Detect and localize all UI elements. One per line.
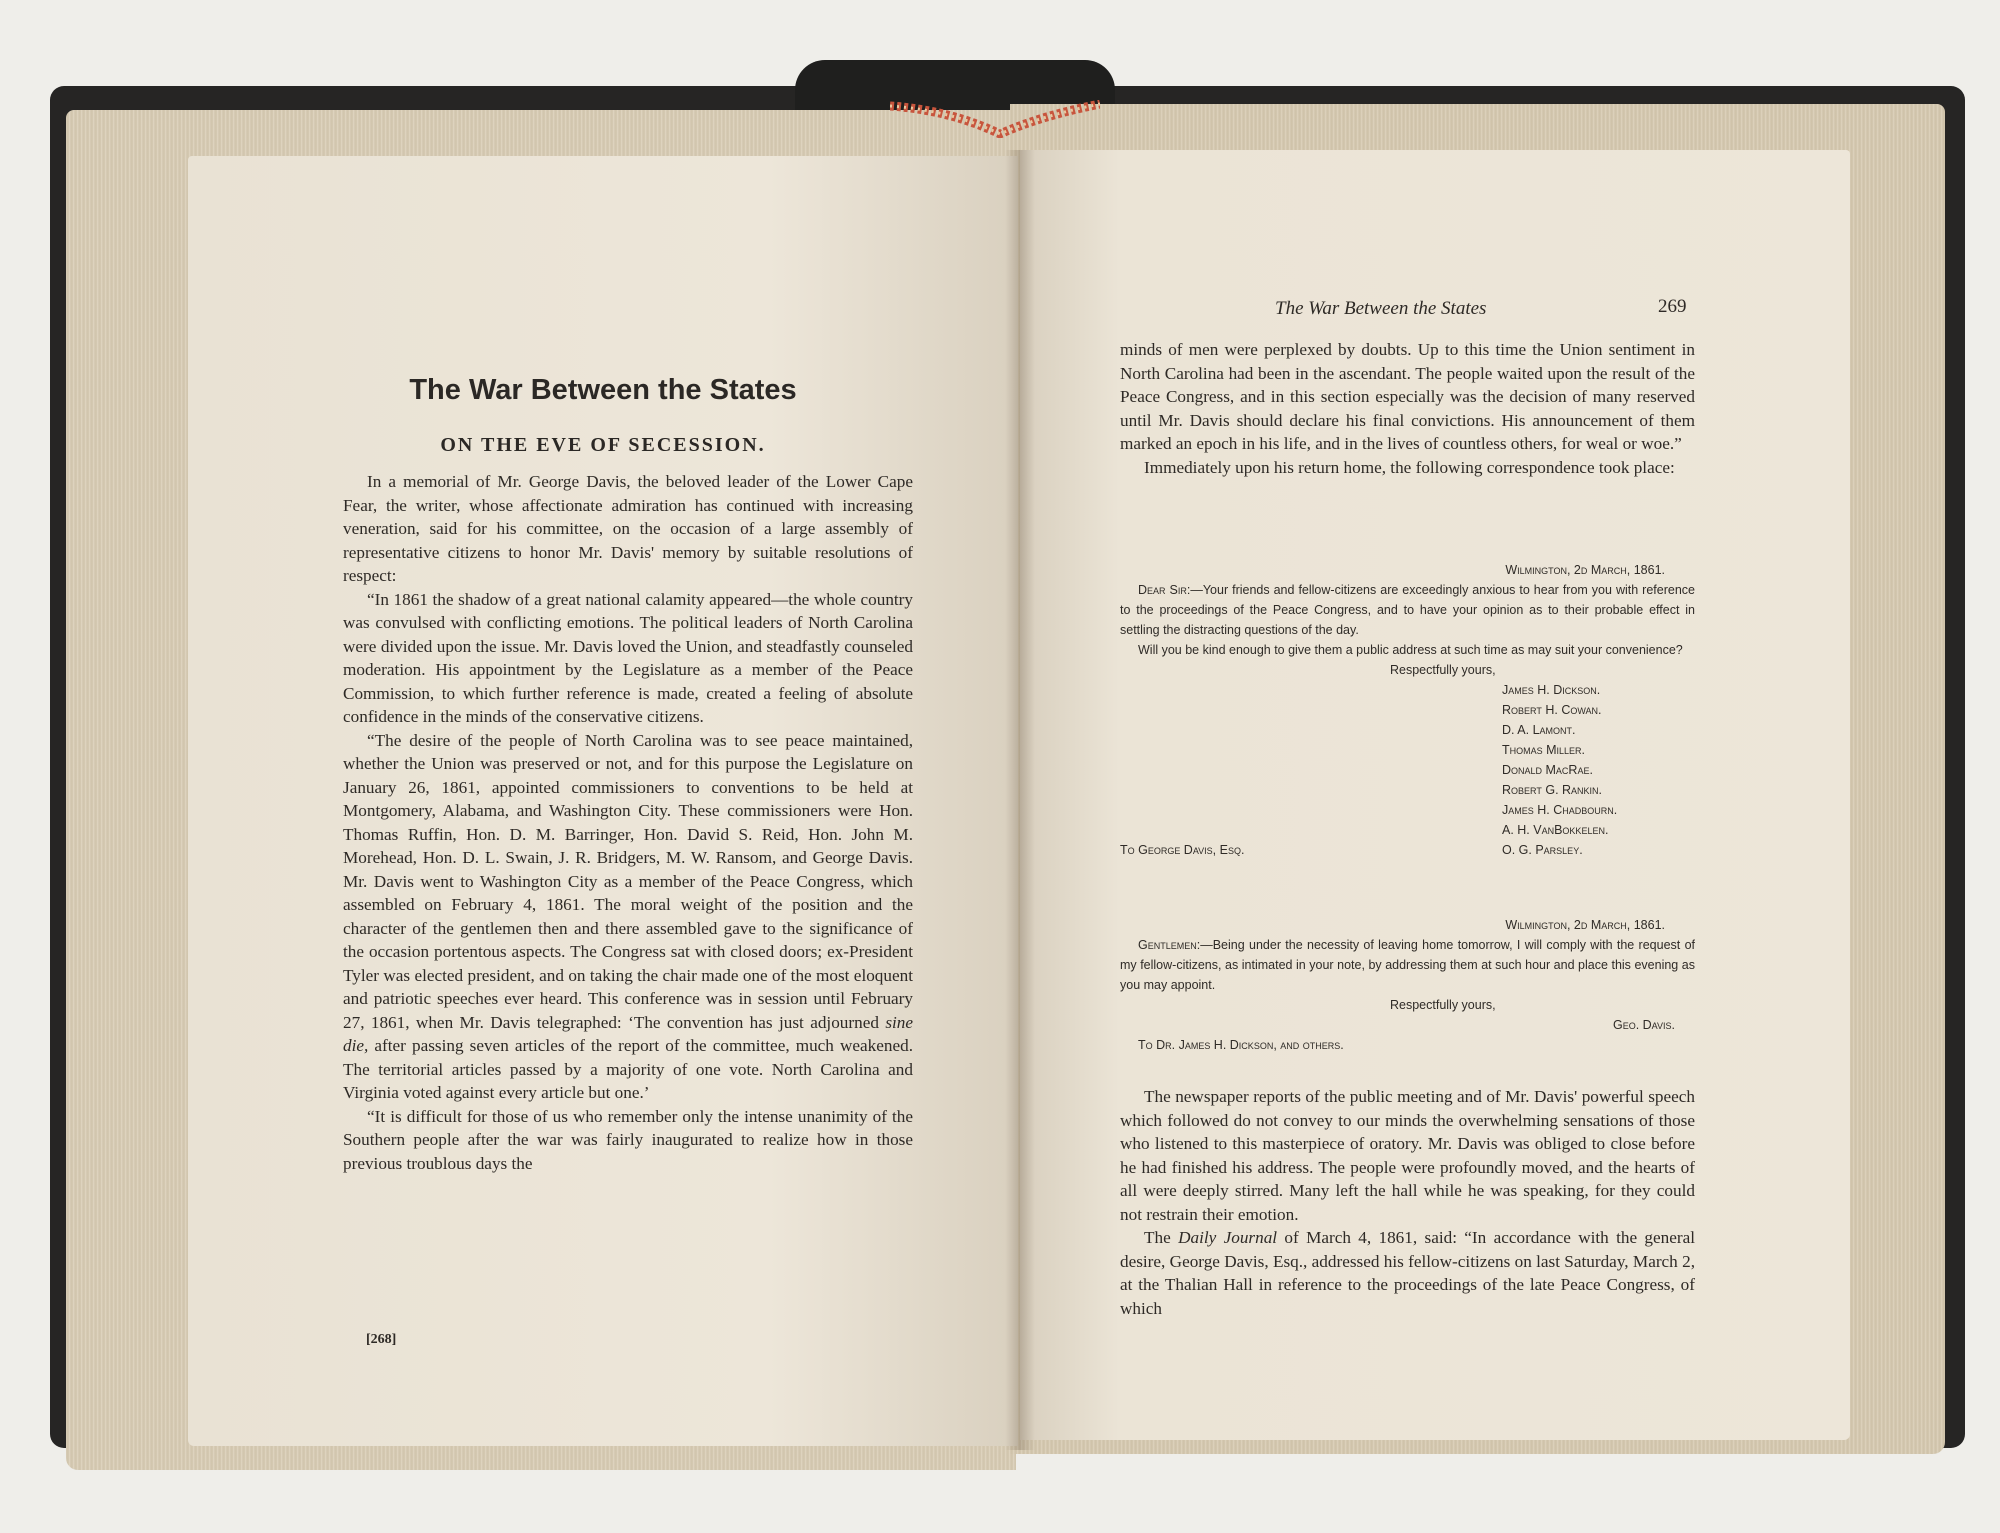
section-title: ON THE EVE OF SECESSION. (440, 434, 766, 456)
letter-dateline: Wilmington, 2d March, 1861. (1505, 918, 1665, 932)
right-body-text-continued (1120, 1085, 1695, 1320)
page-number: 269 (1658, 296, 1687, 317)
paragraph-text: after passing seven articles of the report of the committee, much weakened. The territorial articles passed by a majority of one vote. North Carolina and Virginia voted against every article but one.’ (343, 1036, 914, 1102)
paragraph: In a memorial of Mr. George Davis, the beloved leader of the Lower Cape Fear, the writer, whose affectionate admiration has continued with increasing veneration, said for his committee, on the occasion of a large assembly of representative citizens to honor Mr. Davis' memory by suitable resolutions of respect: (343, 472, 913, 585)
paragraph: The newspaper reports of the public meeting and of Mr. Davis' powerful speech which followed do not convey to our minds the overwhelming sensations of those who listened to this masterpiece of oratory. Mr. Davis was obliged to close before he had finished his address. The people were profoundly moved, and the hearts of all were deeply stirred. Many left the hall while he was speaking, for they could not restrain their emotion. (1120, 1087, 1695, 1224)
paragraph: minds of men were perplexed by doubts. Up to this time the Union sentiment in North Carolina had been in the ascendant. The people waited upon the result of the Peace Congress, and in this section especially was the decision of many reserved until Mr. Davis should declare his final convictions. His announcement of them marked an epoch in his life, and in the lives of countless others, for weal or woe.” (1120, 340, 1695, 453)
signer-name: Robert H. Cowan. (1502, 703, 1602, 717)
signer-name: Donald MacRae. (1502, 763, 1593, 777)
paragraph-text: of March 4, 1861, said: “In accordance with the general desire, George Davis, Esq., addressed his fellow-citizens on last Saturday, March 2, at the Thalian Hall in reference to the proceedings of the late Peace Congress, of which (1120, 1228, 1696, 1318)
left-page (188, 156, 1018, 1446)
letter-salutation: Gentlemen: (1138, 938, 1201, 952)
letter-signature: Geo. Davis. (1612, 1018, 1675, 1032)
book-gutter (1005, 150, 1035, 1450)
letter-one (1120, 560, 1695, 860)
letter-addressee: To Dr. James H. Dickson, and others. (1138, 1038, 1344, 1052)
signer-list (1120, 680, 1695, 860)
paragraph: Immediately upon his return home, the following correspondence took place: (1144, 457, 1675, 477)
paragraph-text: The (1144, 1228, 1171, 1247)
right-page (1020, 150, 1850, 1440)
signer-name: James H. Dickson. (1502, 683, 1601, 697)
chapter-title: The War Between the States (409, 374, 797, 406)
running-head: The War Between the States (1275, 298, 1487, 319)
letter-body: Will you be kind enough to give them a public address at such time as may suit your convenience? (1138, 643, 1683, 657)
paragraph-text: “The desire of the people of North Carolina was to see peace maintained, whether the Union was preserved or not, and for this purpose the Legislature on January 26, 1861, appointed commissioners to conventions to be held at Montgomery, Alabama, and Washington City. These commissioners were Hon. Thomas Ruffin, Hon. D. M. Barringer, Hon. David S. Reid, Hon. John M. Morehead, Hon. D. L. Swain, J. R. Bridgers, M. W. Ransom, and George Davis. Mr. Davis went to Washington City as a member of the Peace Congress, which assembled on February 4, 1861. The moral weight of the position and the character of the gentlemen then and there assembled gave to the significance of the occasion portentous aspects. The Congress sat with closed doors; ex-President Tyler was elected president, and on taking the chair made one of the most eloquent and patriotic speeches ever heard. This conference was in session until February 27, 1861, when Mr. Davis telegraphed: ‘The convention has just adjourned (343, 730, 913, 1032)
signer-name: James H. Chadbourn. (1502, 803, 1618, 817)
signer-name: Robert G. Rankin. (1502, 783, 1603, 797)
page-folio: [268] (366, 1332, 397, 1347)
letter-body (1120, 580, 1695, 640)
italic-phrase: sine die, (343, 1012, 914, 1055)
letter-closing: Respectfully yours, (1390, 998, 1496, 1012)
letter-addressee: To George Davis, Esq. (1120, 843, 1245, 857)
letter-closing: Respectfully yours, (1390, 663, 1496, 677)
signer-name: A. H. VanBokkelen. (1502, 823, 1609, 837)
left-body-text (343, 470, 913, 1175)
paragraph (343, 729, 913, 1105)
letter-salutation: Dear Sir: (1138, 583, 1191, 597)
letter-text: —Your friends and fellow-citizens are exceedingly anxious to hear from you with reference to the proceedings of the Peace Congress, and to have your opinion as to their probable effect in settling the distracting questions of the day. (1120, 583, 1695, 637)
signer-name: O. G. Parsley. (1502, 843, 1583, 857)
signer-name: Thomas Miller. (1502, 743, 1586, 757)
right-body-text (1120, 338, 1695, 479)
letter-dateline: Wilmington, 2d March, 1861. (1505, 563, 1665, 577)
bookmark-ribbon-icon (890, 100, 1100, 138)
paragraph: “In 1861 the shadow of a great national calamity appeared—the whole country was convulsed with conflicting emotions. The political leaders of North Carolina were divided upon the issue. Mr. Davis loved the Union, and steadfastly counseled moderation. His appointment by the Legislature as a member of the Peace Commission, to which further reference is made, created a feeling of absolute confidence in the minds of the conservative citizens. (343, 589, 913, 726)
signer-name: D. A. Lamont. (1502, 723, 1576, 737)
newspaper-title: Daily Journal (1178, 1228, 1278, 1247)
paragraph: “It is difficult for those of us who remember only the intense unanimity of the Southern people after the war was fairly inaugurated to realize how in those previous troublous days the (343, 1106, 913, 1173)
letter-two (1120, 915, 1695, 1055)
letter-text: —Being under the necessity of leaving home tomorrow, I will comply with the request of my fellow-citizens, as intimated in your note, by addressing them at such hour and place this evening as you may appoint. (1120, 938, 1695, 992)
paragraph (1120, 1226, 1695, 1320)
letter-body (1120, 935, 1695, 995)
